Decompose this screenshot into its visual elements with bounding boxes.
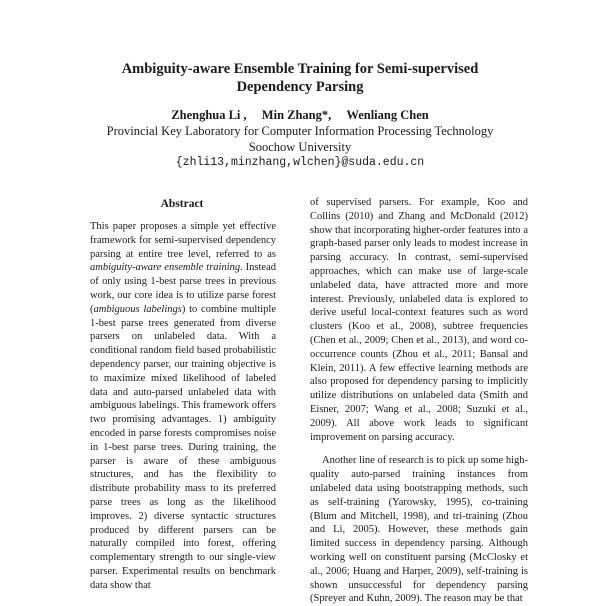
author-3: Wenliang Chen [346,108,429,122]
abstract-text-2: . Instead of only using 1-best parse trees in previous work, our core idea is to utilize parse forest ( [90,262,276,315]
abstract-term-1: ambiguity-aware ensemble training [90,262,241,274]
body-paragraph-1: of supervised parsers. For example, Koo and Collins (2010) and Zhang and McDonald (2012) show that incorporating higher-order features into a graph-based parser only leads to modest increase in parsing accuracy. In contrast, semi-supervised approaches, which can make use of large-scale unlabeled data, have attracted more and more interest. Previously, unlabeled data is explored to derive useful local-context features such as word clusters (Koo et al., 2008), subtree frequencies (Chen et al., 2009; Chen et al., 2013), and word co-occurrence counts (Zhou et al., 2011; Bansal and Klein, 2011). A few effective learning methods are also proposed for dependency parsing to implicitly utilize distributions on unlabeled data (Smith and Eisner, 2007; Wang et al., 2008; Suzuki et al., 2009). All above work leads to significant improvement on parsing accuracy. [310,197,528,443]
abstract-text-1: This paper proposes a simple yet effective framework for semi-supervised dependency parsing at entire tree level, referred to as [90,221,276,260]
title-line-2: Dependency Parsing [236,79,364,95]
author-emails: {zhli13,minzhang,wlchen}@suda.edu.cn [175,156,425,169]
author-1: Zhenghua Li , [171,108,247,122]
author-2: Min Zhang*, [261,108,332,122]
intro-column [310,196,528,606]
paper-title [60,60,540,96]
affiliation: Provincial Key Laboratory for Computer Information Processing Technology [106,124,494,138]
abstract-heading: Abstract [160,198,204,210]
university: Soochow University [248,140,352,154]
abstract-term-2: ambiguous labelings [93,303,182,315]
abstract-text [90,220,276,593]
body-paragraph-2: Another line of research is to pick up some high-quality auto-parsed training instances from unlabeled data using bootstrapping methods, such as self-training (Yarowsky, 1995), co-training (Blum and Mitchell, 1998), and tri-training (Zhou and Li, 2005). However, these methods gain limited success in dependency parsing. Although working well on constituent parsing (McClosky et al., 2006; Huang and Harper, 2009), self-training is shown unsuccessful for dependency parsing (Spreyer and Kuhn, 2009). The reason may be that [310,455,528,605]
abstract-text-3: ) to combine multiple 1-best parse trees generated from diverse parsers on unlabeled data. With a conditional random field based probabilistic dependency parser, our training objective is to maximize mixed likelihood of labeled data and auto-parsed unlabeled data with ambiguous labelings. This framework offers two promising advantages. 1) ambiguity encoded in parse forests compromises noise in 1-best parse trees. During training, the parser is aware of these ambiguous structures, and has the flexibility to distribute probability mass to its preferred parse trees as long as the likelihood improves. 2) diverse syntactic structures produced by different parsers can be naturally compiled into forest, offering complementary strength to our single-view parser. Experimental results on benchmark data show that [90,303,276,591]
title-line-1: Ambiguity-aware Ensemble Training for Semi-supervised [121,61,479,77]
author-names [60,107,540,123]
author-block [60,107,540,171]
